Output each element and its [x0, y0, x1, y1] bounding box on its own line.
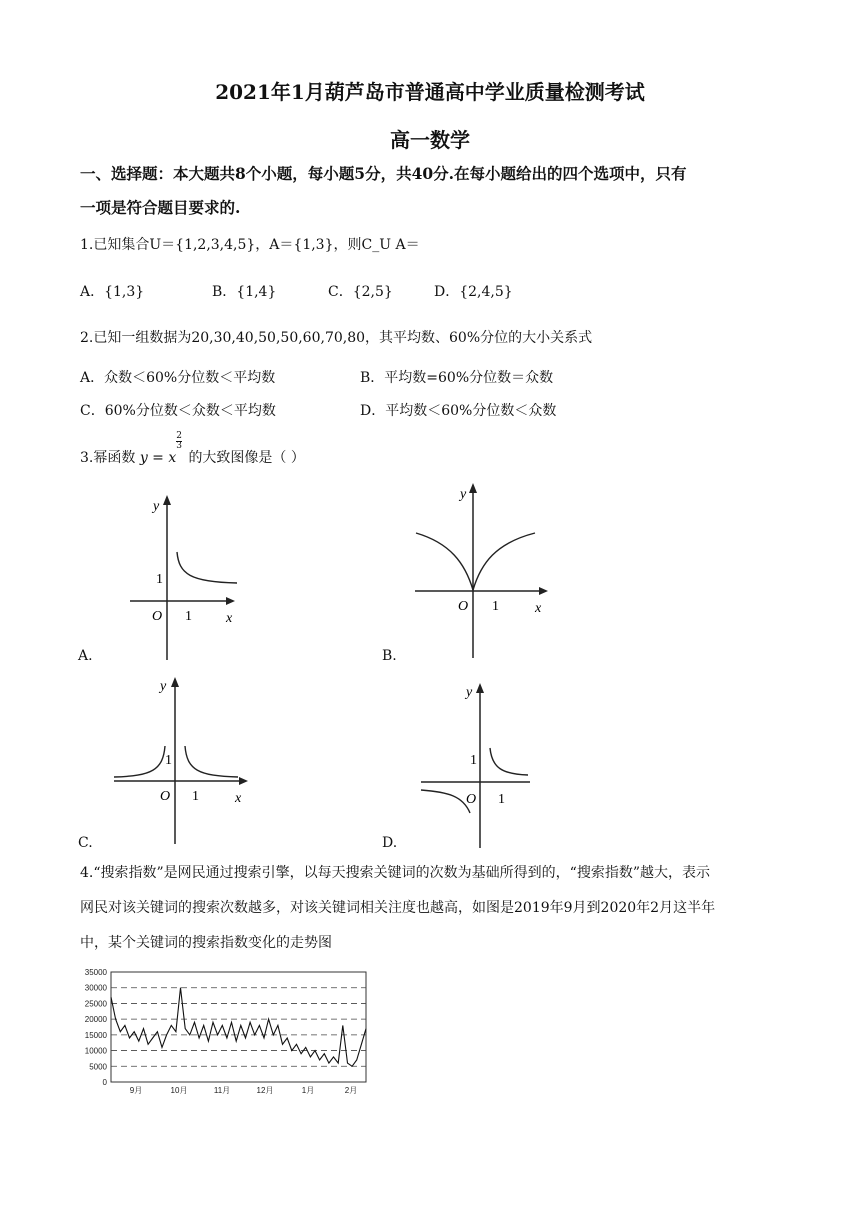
- curve-left: [421, 790, 470, 813]
- y-label: y: [153, 499, 160, 514]
- page-subtitle: 高一数学: [390, 128, 470, 152]
- graph-option-d: [418, 678, 538, 853]
- y-tick-label: 15000: [84, 1030, 107, 1040]
- x-axis-arrow-icon: [539, 587, 548, 595]
- y-tick-label: 20000: [84, 1015, 107, 1025]
- y-tick-one-label: 1: [156, 572, 163, 587]
- question-4-line3: 中，某个关键词的搜索指数变化的走势图: [80, 935, 332, 951]
- y-tick-label: 0: [102, 1078, 107, 1087]
- question-1-option-d: D．{2,4,5}: [434, 284, 513, 300]
- question-1-option-b: B．{1,4}: [212, 284, 277, 300]
- y-tick-label: 25000: [84, 999, 107, 1009]
- search-index-trend-chart: [78, 966, 378, 1106]
- graph-option-b: [410, 478, 560, 663]
- graph-label-b: B.: [382, 648, 397, 664]
- curve-left: [114, 746, 165, 777]
- graph-option-a: [125, 490, 245, 665]
- y-tick-one-label: 1: [470, 753, 477, 768]
- question-1-stem: 1.已知集合U＝{1,2,3,4,5}，A＝{1,3}，则C_U A＝: [80, 237, 420, 253]
- question-3-stem: [80, 431, 305, 467]
- x-axis-arrow-icon: [239, 777, 248, 785]
- curve-right: [185, 746, 238, 777]
- origin-label: O: [458, 599, 469, 614]
- y-axis-arrow-icon: [469, 483, 477, 493]
- question-1-option-a: A．{1,3}: [80, 284, 145, 300]
- y-label: y: [460, 487, 467, 502]
- origin-label: O: [160, 789, 171, 804]
- y-tick-label: 5000: [89, 1062, 107, 1072]
- y-tick-one-label: 1: [165, 753, 172, 768]
- question-3-stem-math: y = x: [139, 450, 177, 466]
- y-tick-label: 35000: [84, 968, 107, 977]
- origin-label: O: [152, 609, 163, 624]
- exponent-numerator: 2: [176, 431, 182, 441]
- page-title: 2021年1月葫芦岛市普通高中学业质量检测考试: [215, 80, 645, 104]
- x-tick-label: 2月: [344, 1086, 358, 1095]
- x-tick-label: 1月: [301, 1086, 315, 1095]
- question-2-option-a: A．众数＜60%分位数＜平均数: [80, 370, 276, 386]
- question-2-option-d: D．平均数＜60%分位数＜众数: [360, 403, 557, 419]
- curve-right: [490, 748, 528, 775]
- question-3-exponent: [176, 432, 182, 451]
- y-tick-label: 10000: [84, 1046, 107, 1056]
- x-tick-label: 11月: [213, 1086, 231, 1095]
- x-tick-label: 9月: [129, 1086, 143, 1095]
- x-tick-one-label: 1: [192, 789, 199, 804]
- question-4-line2: 网民对该关键词的搜索次数越多，对该关键词相关注度也越高，如图是2019年9月到2020年2月这半年: [80, 900, 716, 916]
- x-label: x: [535, 601, 542, 616]
- graph-label-d: D.: [382, 835, 398, 851]
- graph-label-a: A.: [78, 648, 93, 664]
- x-axis-arrow-icon: [226, 597, 235, 605]
- y-label: y: [160, 679, 167, 694]
- y-axis-arrow-icon: [171, 677, 179, 687]
- origin-label: O: [466, 792, 477, 807]
- y-tick-label: 30000: [84, 983, 107, 993]
- question-2-option-c: C．60%分位数＜众数＜平均数: [80, 403, 276, 419]
- x-tick-one-label: 1: [498, 792, 505, 807]
- question-3-stem-prefix: 3.幂函数: [80, 450, 136, 466]
- curve: [416, 533, 535, 590]
- question-3-stem-suffix: 的大致图像是（ ）: [188, 450, 305, 466]
- graph-option-c: [110, 672, 260, 847]
- section-header-line1: 一、选择题：本大题共8个小题，每小题5分，共40分.在每小题给出的四个选项中，只有: [80, 164, 687, 183]
- graph-label-c: C.: [78, 835, 93, 851]
- x-tick-label: 12月: [256, 1086, 274, 1095]
- question-2-option-b: B．平均数=60%分位数＝众数: [360, 370, 554, 386]
- question-2-stem: 2.已知一组数据为20,30,40,50,50,60,70,80，其平均数、60%分位的大小关系式: [80, 330, 593, 346]
- x-tick-label: 10月: [170, 1086, 188, 1095]
- x-tick-one-label: 1: [185, 609, 192, 624]
- question-1-option-c: C．{2,5}: [328, 284, 393, 300]
- section-header-line2: 一项是符合题目要求的.: [80, 198, 241, 217]
- x-tick-one-label: 1: [492, 599, 499, 614]
- x-label: x: [226, 611, 233, 626]
- y-label: y: [466, 685, 473, 700]
- curve: [177, 552, 237, 583]
- y-axis-arrow-icon: [476, 683, 484, 693]
- exponent-denominator: 3: [176, 441, 182, 451]
- y-axis-arrow-icon: [163, 495, 171, 505]
- x-label: x: [235, 791, 242, 806]
- question-4-line1: 4.“搜索指数”是网民通过搜索引擎，以每天搜索关键词的次数为基础所得到的，“搜索指数”越大，表示: [80, 865, 710, 881]
- series-line: [111, 988, 366, 1067]
- plot-frame: [111, 972, 366, 1082]
